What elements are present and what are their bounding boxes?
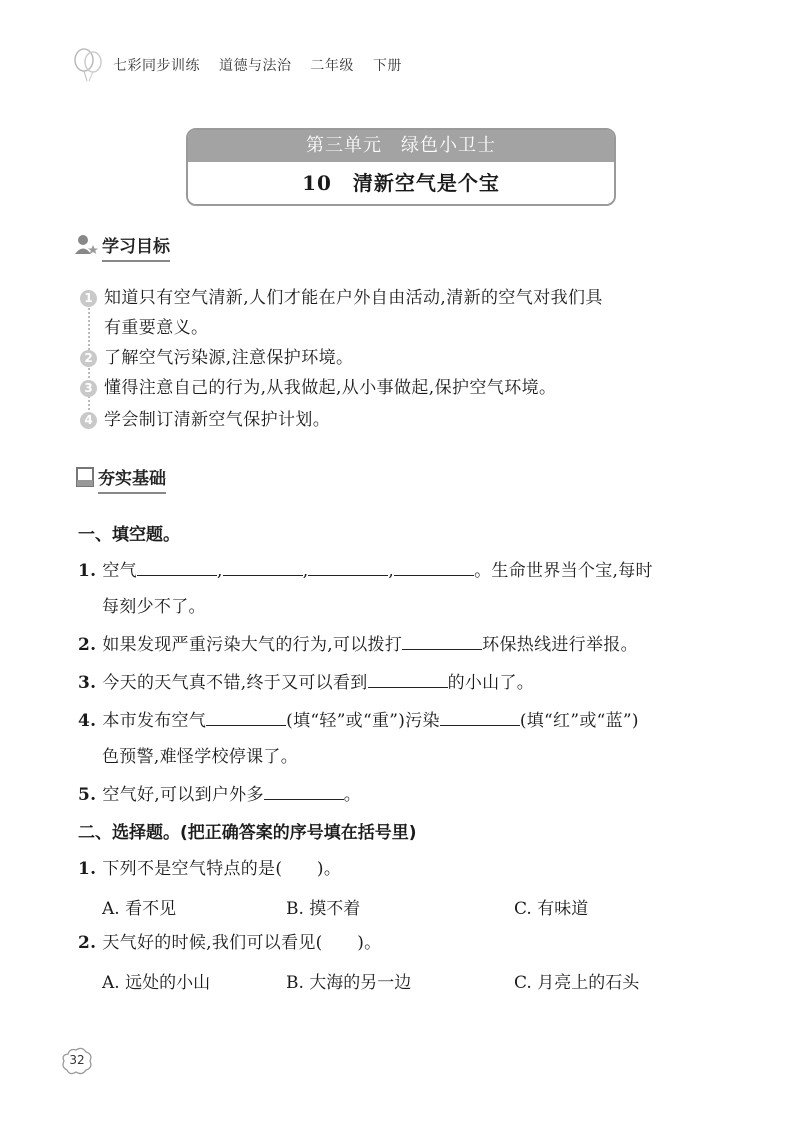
answer-blank[interactable] — [394, 557, 474, 576]
volume-name: 下册 — [372, 58, 402, 74]
choice-section-title: 二、选择题。(把正确答案的序号填在括号里) — [78, 823, 417, 843]
objective-text: 了解空气污染源,注意保护环境。 — [104, 348, 354, 368]
question-number: 2. — [78, 933, 97, 953]
answer-blank[interactable] — [264, 781, 344, 800]
objective-number: 4 — [80, 412, 97, 429]
fill-question-3 — [78, 668, 534, 698]
question-text-cont: 色预警,难怪学校停课了。 — [102, 747, 299, 767]
unit-banner — [186, 128, 616, 206]
question-number: 4. — [78, 711, 97, 731]
lesson-title: 10 清新空气是个宝 — [188, 162, 614, 204]
choice-question-2 — [78, 928, 381, 958]
question-number: 1. — [78, 859, 97, 879]
series-name: 七彩同步训练 — [113, 58, 200, 74]
question-text: 环保热线进行举报。 — [482, 635, 638, 655]
option-b[interactable]: B. 摸不着 — [286, 899, 361, 919]
fill-question-4 — [78, 706, 639, 736]
unit-title: 第三单元 绿色小卫士 — [188, 130, 614, 162]
separator: , — [302, 561, 309, 581]
objective-number: 2 — [80, 350, 97, 367]
objective-item — [104, 283, 744, 343]
option-c[interactable]: C. 月亮上的石头 — [514, 973, 640, 993]
fill-question-5 — [78, 780, 361, 810]
choice-question-1 — [78, 854, 341, 884]
question-text: 。生命世界当个宝,每时 — [474, 561, 653, 581]
answer-blank[interactable] — [368, 669, 448, 688]
question-text: (填“红”或“蓝”) — [519, 711, 639, 731]
option-a[interactable]: A. 看不见 — [102, 899, 177, 919]
question-text: 本市发布空气 — [102, 711, 207, 731]
question-text: 的小山了。 — [447, 673, 535, 693]
question-text: 天气好的时候,我们可以看见( )。 — [102, 933, 382, 953]
fill-section-title: 一、填空题。 — [78, 525, 180, 545]
grade-name: 二年级 — [310, 58, 354, 74]
question-number: 1. — [78, 561, 97, 581]
question-text: 。 — [343, 785, 362, 805]
objective-text: 懂得注意自己的行为,从我做起,从小事做起,保护空气环境。 — [104, 378, 557, 398]
option-b[interactable]: B. 大海的另一边 — [286, 973, 412, 993]
separator: , — [388, 561, 395, 581]
objective-number: 1 — [80, 290, 97, 307]
question-text: 如果发现严重污染大气的行为,可以拨打 — [102, 635, 403, 655]
question-number: 2. — [78, 635, 97, 655]
option-c[interactable]: C. 有味道 — [514, 899, 589, 919]
subject-name: 道德与法治 — [218, 58, 292, 74]
separator: , — [216, 561, 223, 581]
answer-blank[interactable] — [137, 557, 217, 576]
answer-blank[interactable] — [402, 631, 482, 650]
answer-blank[interactable] — [223, 557, 303, 576]
objective-text: 学会制订清新空气保护计划。 — [104, 410, 331, 430]
page-number-badge — [60, 1046, 94, 1076]
page-number: 32 — [69, 1053, 85, 1067]
person-star-icon — [74, 234, 98, 256]
answer-blank[interactable] — [308, 557, 388, 576]
question-number: 5. — [78, 785, 97, 805]
fill-question-1 — [78, 556, 653, 586]
bookmark-box-icon — [76, 467, 94, 487]
objective-text-cont: 有重要意义。 — [104, 318, 209, 338]
option-a[interactable]: A. 远处的小山 — [102, 973, 211, 993]
question-text: 空气 — [102, 561, 137, 581]
balloon-logo-icon — [72, 48, 104, 82]
question-text: (填“轻”或“重”)污染 — [286, 711, 440, 731]
question-number: 3. — [78, 673, 97, 693]
running-header — [113, 55, 416, 75]
question-text: 空气好,可以到户外多 — [102, 785, 264, 805]
objective-text: 知道只有空气清新,人们才能在户外自由活动,清新的空气对我们具 — [104, 288, 603, 308]
question-text: 今天的天气真不错,终于又可以看到 — [102, 673, 368, 693]
objective-number: 3 — [80, 380, 97, 397]
fill-question-2 — [78, 630, 638, 660]
question-text-cont: 每刻少不了。 — [102, 597, 206, 617]
question-text: 下列不是空气特点的是( )。 — [102, 859, 342, 879]
answer-blank[interactable] — [206, 707, 286, 726]
objectives-heading-text: 学习目标 — [102, 232, 170, 262]
basics-heading-text: 夯实基础 — [98, 464, 166, 494]
answer-blank[interactable] — [440, 707, 520, 726]
